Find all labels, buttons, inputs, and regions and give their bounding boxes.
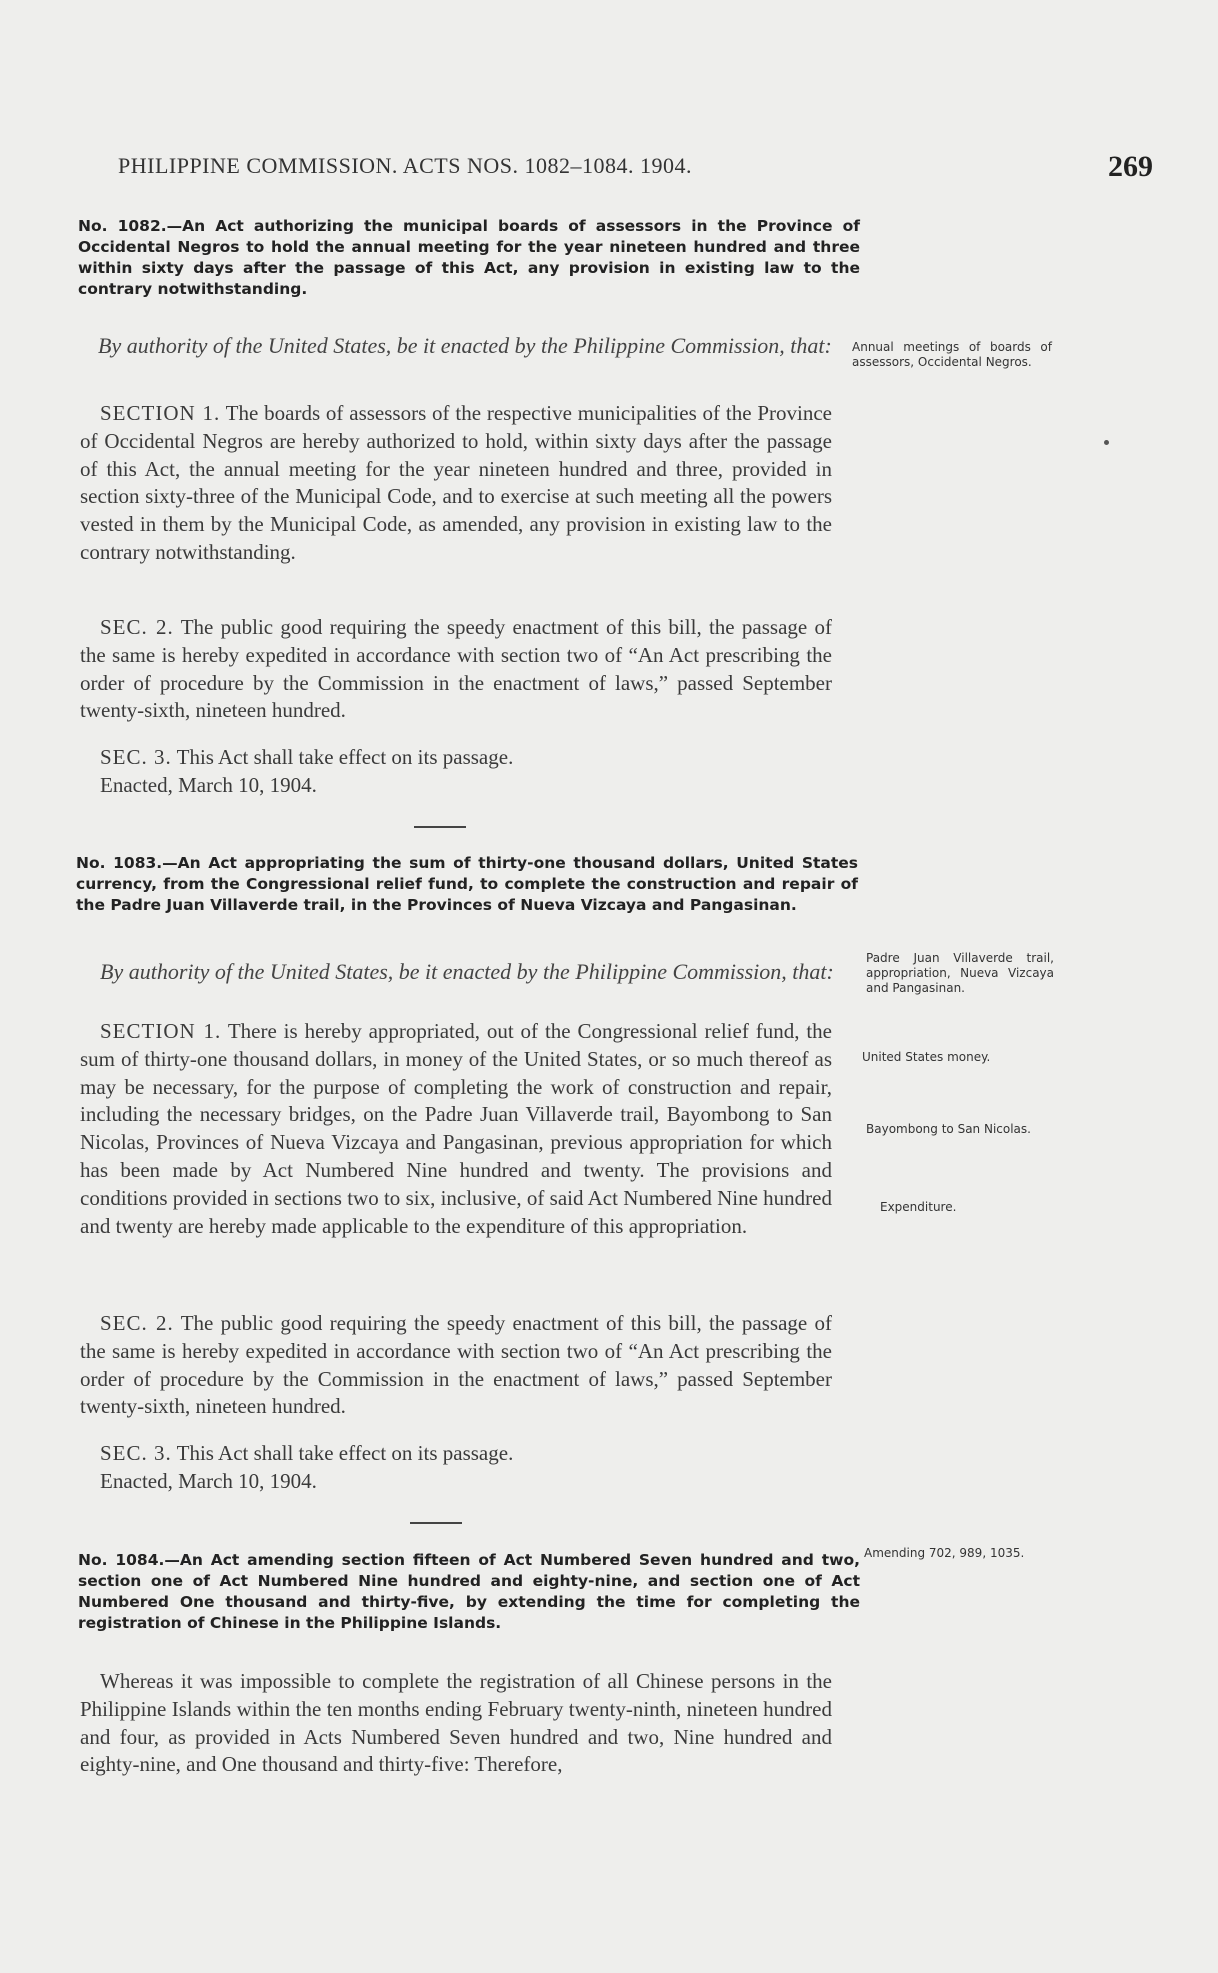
act-1082-enacting-clause: By authority of the United States, be it enacted by the Philippine Commission, that: [98,333,832,358]
section-label: SECTION 1. [100,401,221,425]
section-text: This Act shall take effect on its passage. [171,745,514,769]
act-1082-section-3 [80,744,832,772]
section-label: SEC. 3. [100,1441,172,1465]
act-1083-sidenote-expenditure: Expenditure. [880,1200,957,1214]
section-label: SEC. 2. [100,1311,174,1335]
section-label: SECTION 1. [100,1019,222,1043]
section-divider [410,1522,462,1524]
act-1084-title: No. 1084.—An Act amending section fifteen of Act Numbered Seven hundred and two, section one of Act Numbered Nine hundred and eighty-nine, and section one of Act Numbered One thousand and thirty-five, by extending the time for completing the registration of Chinese in the Philippine Islands. [78,1551,860,1632]
section-divider [414,826,466,828]
running-head: PHILIPPINE COMMISSION. ACTS NOS. 1082–1084. 1904. [118,153,692,178]
section-text: This Act shall take effect on its passage. [171,1441,514,1465]
act-1083-sidenote-trail: Padre Juan Villaverde trail, appropriation, Nueva Vizcaya and Pangasinan. [866,951,1054,995]
act-1083-section-2 [80,1310,832,1421]
act-1083-enacting-clause: By authority of the United States, be it enacted by the Philippine Commission, that: [100,959,834,984]
act-1082-title: No. 1082.—An Act authorizing the municipal boards of assessors in the Province of Occidental Negros to hold the annual meeting for the year nineteen hundred and three within sixty days after the passage of this Act, any provision in existing law to the contrary notwithstanding. [78,217,860,298]
print-speck [1104,440,1109,445]
act-1082-section-2 [80,614,832,725]
act-1083-sidenote-money: United States money. [862,1050,991,1064]
act-1084-whereas-clause: Whereas it was impossible to complete the registration of all Chinese persons in the Philippine Islands within the ten months ending February twenty-ninth, nineteen hundred and four, as provided in Acts Numbered Seven hundred and two, Nine hundred and eighty-nine, and One thousand and thirty-five: Therefore, [80,1669,832,1777]
act-1082-section-1 [80,400,832,567]
section-label: SEC. 2. [100,615,174,639]
page-number: 269 [1108,150,1153,183]
act-1083-section-1 [80,1018,832,1240]
section-text: The public good requiring the speedy enactment of this bill, the passage of the same is hereby expedited in accordance with section two of “An Act prescribing the order of procedure by the Commission in the enactment of laws,” passed September twenty-sixth, nineteen hundred. [80,615,832,723]
act-1083-enacted-date: Enacted, March 10, 1904. [100,1469,317,1493]
section-text: The boards of assessors of the respective municipalities of the Province of Occidental Negros are hereby authorized to hold, within sixty days after the passage of this Act, the annual meeting for the year nineteen hundred and three, provided in section sixty-three of the Municipal Code, and to exercise at such meeting all the powers vested in them by the Municipal Code, as amended, any provision in existing law to the contrary notwithstanding. [80,401,832,564]
section-text: The public good requiring the speedy enactment of this bill, the passage of the same is hereby expedited in accordance with section two of “An Act prescribing the order of procedure by the Commission in the enactment of laws,” passed September twenty-sixth, nineteen hundred. [80,1311,832,1419]
act-1083-title: No. 1083.—An Act appropriating the sum of thirty-one thousand dollars, United States currency, from the Congressional relief fund, to complete the construction and repair of the Padre Juan Villaverde trail, in the Provinces of Nueva Vizcaya and Pangasinan. [76,854,858,914]
act-1083-sidenote-route: Bayombong to San Nicolas. [866,1122,1031,1136]
act-1084-sidenote: Amending 702, 989, 1035. [864,1546,1025,1560]
act-1082-sidenote: Annual meetings of boards of assessors, Occidental Negros. [852,340,1052,369]
act-1083-section-3 [80,1440,832,1468]
section-text: There is hereby appropriated, out of the Congressional relief fund, the sum of thirty-one thousand dollars, in money of the United States, or so much thereof as may be necessary, for the purpose of completing the work of construction and repair, including the necessary bridges, on the Padre Juan Villaverde trail, Bayombong to San Nicolas, Provinces of Nueva Vizcaya and Pangasinan, previous appropriation for which has been made by Act Numbered Nine hundred and twenty. The provisions and conditions provided in sections two to six, inclusive, of said Act Numbered Nine hundred and twenty are hereby made applicable to the expenditure of this appropriation. [80,1019,832,1238]
act-1082-enacted-date: Enacted, March 10, 1904. [100,773,317,797]
section-label: SEC. 3. [100,745,172,769]
